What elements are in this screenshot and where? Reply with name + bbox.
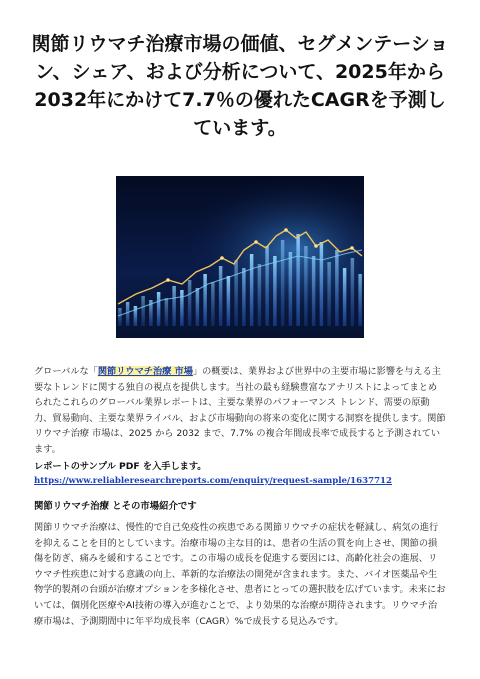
chart-bar (335, 250, 338, 326)
chart-bar (157, 292, 160, 326)
chart-bar (203, 274, 206, 326)
chart-bar (250, 254, 253, 326)
chart-bar (180, 290, 183, 326)
sample-label: レポートのサンプル PDF を入手します。 (34, 461, 207, 472)
sample-request (34, 460, 454, 488)
chart-bar (327, 262, 330, 326)
chart-bar (188, 280, 191, 326)
section-heading: 関節リウマチ治療 とその市場紹介です (34, 501, 197, 512)
chart-bar (219, 266, 222, 326)
chart-bar (211, 282, 214, 326)
document-title: 関節リウマチ治療市場の価値、セグメンテーション、シェア、および分析について、2025年から2032年にかけて7.7％の優れたCAGRを予測しています。 (31, 33, 449, 139)
intro-paragraph: グローバルな「関節リウマチ治療 市場」の概要は、業界および世界中の主要市場に影響を与える主要なトレンドに関する独自の視点を提供します。当社の最も経験豊富なアナリストによってまとめられたこれらのグローバル業界レポートは、主要な業界のパフォーマンス トレンド、需要の原動力、貿易動向、主要な業界ライバル、および市場動向の将来の変化に関する洞察を提供します。関節リウマチ治療 市場は、2025 から 2032 まで、7.7% の複合年間成長率で成長すると予測されています。 (34, 366, 446, 455)
chart-bar (312, 256, 315, 326)
chart-bar (172, 286, 175, 326)
chart-bar (351, 258, 354, 326)
market-link[interactable]: 関節リウマチ治療 市場 (97, 366, 193, 377)
chart-bar (273, 256, 276, 326)
chart-bar (126, 302, 129, 326)
chart-bar (118, 308, 121, 326)
chart-bar (281, 240, 284, 326)
stock-chart-image (116, 176, 364, 338)
chart-bar (258, 264, 261, 326)
chart-bar (165, 298, 168, 326)
chart-bar (234, 260, 237, 326)
chart-bar (265, 246, 268, 326)
sample-link[interactable]: https://www.reliableresearchreports.com/enquiry/request-sample/1637712 (34, 476, 393, 486)
chart-bar (227, 276, 230, 326)
chart-bar (296, 234, 299, 326)
section-paragraph: 関節リウマチ治療は、慢性的で自己免疫性の疾患である関節リウマチの症状を軽減し、病気の進行を抑えることを目的としています。治療市場の主な目的は、患者の生活の質を向上させ、関節の損傷を防ぎ、痛みを緩和することです。この市場の成長を促進する要因には、高齢化社会の進展、リウマチ性疾患に対する意識の向上、革新的な治療法の開発が含まれます。また、バイオ医薬品や生物学的製剤の台頭が治療オプションを多様化させ、患者にとっての選択肢を広げています。未来においては、個別化医療やAI技術の導入が進むことで、より効果的な治療が期待されます。リウマチ治療市場は、予測期間中に年平均成長率（CAGR）%で成長する見込みです。 (34, 522, 446, 627)
chart-bar (242, 268, 245, 326)
chart-bar (141, 296, 144, 326)
chart-bar (320, 242, 323, 326)
chart-bar (196, 288, 199, 326)
stock-chart-graphic (116, 176, 364, 338)
chart-bar (358, 274, 361, 326)
chart-bar (343, 268, 346, 326)
chart-bar (289, 252, 292, 326)
